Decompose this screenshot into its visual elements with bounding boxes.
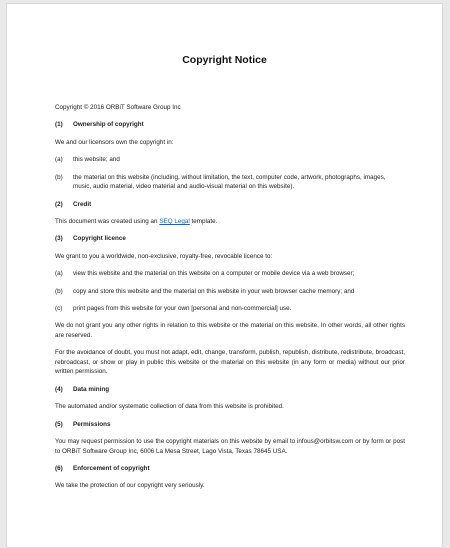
section-heading-data-mining xyxy=(55,385,405,395)
credit-text-after: template. xyxy=(189,217,218,225)
list-item-label: (b) xyxy=(55,173,63,181)
section-title: Enforcement of copyright xyxy=(73,465,150,472)
section-title: Ownership of copyright xyxy=(73,121,144,129)
section-title: Copyright licence xyxy=(73,235,126,243)
section-title: Permissions xyxy=(73,420,111,428)
rights-paragraph: We do not grant you any other rights in relation to this website or the material on this website. In other words, all other rights are reserved. xyxy=(55,322,405,339)
document-title: Copyright Notice xyxy=(182,54,267,66)
list-item xyxy=(55,155,405,165)
document-page xyxy=(6,3,443,548)
seq-legal-link[interactable]: SEQ Legal xyxy=(159,217,190,225)
section-number: (1) xyxy=(55,121,63,129)
section-number: (6) xyxy=(55,465,63,472)
list-item-label: (b) xyxy=(55,287,63,295)
list-item-text: view this website and the material on this website on a computer or mobile device via a web browser; xyxy=(73,270,355,278)
list-item-text: print pages from this website for your own [personal and non-commercial] use. xyxy=(73,304,292,312)
copyright-line: Copyright © 2016 ORBiT Software Group Inc xyxy=(55,104,181,111)
section-heading-permissions xyxy=(55,420,405,430)
section-intro: We and our licensors own the copyright in: xyxy=(55,138,174,146)
list-item xyxy=(55,173,405,192)
credit-paragraph xyxy=(55,217,405,227)
list-item-text: this website; and xyxy=(73,156,120,164)
section-heading-enforcement xyxy=(55,464,405,474)
list-item xyxy=(55,287,405,297)
restrictions-paragraph: For the avoidance of doubt, you must not adapt, edit, change, transform, publish, republish, distribute, redistribute, broadcast, rebroadcast, or show or play in public this website or the material on this website (in any form or media) without our prior written permission. xyxy=(55,349,405,376)
data-mining-paragraph: The automated and/or systematic collection of data from this website is prohibited. xyxy=(55,403,284,411)
section-heading-credit xyxy=(55,200,405,210)
section-number: (2) xyxy=(55,200,63,208)
enforcement-paragraph: We take the protection of our copyright very seriously. xyxy=(55,482,205,490)
list-item-text: copy and store this website and the material on this website in your web browser cache memory; and xyxy=(73,287,355,295)
section-number: (5) xyxy=(55,420,63,428)
list-item xyxy=(55,269,405,279)
section-intro: We grant to you a worldwide, non-exclusive, royalty-free, revocable licence to: xyxy=(55,252,273,260)
list-item-label: (a) xyxy=(55,270,63,278)
list-item xyxy=(55,304,405,314)
list-item-text: the material on this website (including, without limitation, the text, computer code, artwork, photographs, images, music, audio material, video material and audio-visual material on this website). xyxy=(73,173,386,191)
section-heading-ownership xyxy=(55,120,405,130)
credit-text-before: This document was created using an xyxy=(55,217,160,225)
list-item-label: (c) xyxy=(55,304,63,312)
document-body xyxy=(55,103,405,499)
section-number: (4) xyxy=(55,385,63,393)
section-number: (3) xyxy=(55,235,63,243)
permissions-paragraph: You may request permission to use the copyright materials on this website by email to infous@orbitsw.com or by form or post to ORBiT Software Group Inc, 6006 La Mesa Street, Lago Vista, Texas 78645 USA. xyxy=(55,438,405,455)
section-title: Credit xyxy=(73,200,92,208)
section-heading-licence xyxy=(55,234,405,244)
section-title: Data mining xyxy=(73,385,110,393)
list-item-label: (a) xyxy=(55,156,63,164)
